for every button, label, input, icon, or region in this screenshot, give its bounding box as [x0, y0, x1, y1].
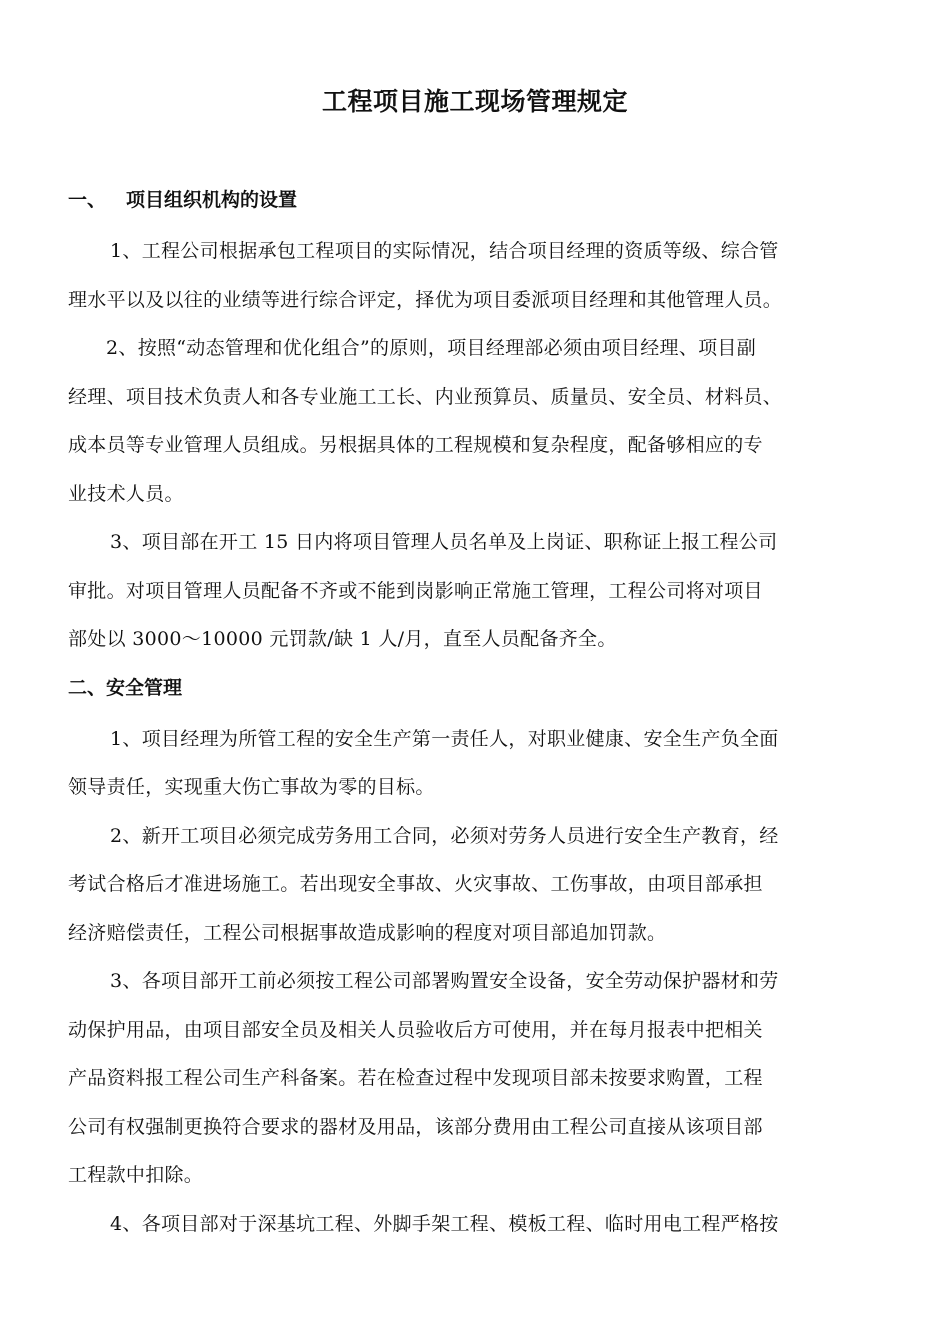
section-title: 项目组织机构的设置	[126, 189, 298, 211]
paragraph-line: 1、项目经理为所管工程的安全生产第一责任人，对职业健康、安全生产负全面	[110, 727, 779, 750]
paragraph-line: 公司有权强制更换符合要求的器材及用品，该部分费用由工程公司直接从该项目部	[68, 1115, 763, 1138]
section-heading	[68, 668, 884, 708]
paragraph-line: 产品资料报工程公司生产科备案。若在检查过程中发现项目部未按要求购置，工程	[68, 1067, 763, 1089]
paragraph-line: 3、各项目部开工前必须按工程公司部署购置安全设备，安全劳动保护器材和劳	[110, 970, 779, 992]
paragraph	[68, 957, 884, 1200]
paragraph	[68, 1200, 884, 1249]
section-heading	[68, 180, 884, 220]
section-number: 二、	[68, 676, 107, 699]
section-number: 一、	[68, 189, 107, 211]
document-body	[68, 180, 884, 1248]
paragraph-line: 经济赔偿责任，工程公司根据事故造成影响的程度对项目部追加罚款。	[68, 921, 667, 944]
paragraph-line: 部处以 3000～10000 元罚款/缺 1 人/月，直至人员配备齐全。	[68, 628, 617, 650]
paragraph-line: 理水平以及以往的业绩等进行综合评定，择优为项目委派项目经理和其他管理人员。	[68, 288, 783, 311]
paragraph-line: 经理、项目技术负责人和各专业施工工长、内业预算员、质量员、安全员、材料员、	[68, 385, 783, 408]
paragraph	[68, 812, 884, 958]
paragraph	[68, 715, 884, 812]
paragraph-line: 3、项目部在开工 15 日内将项目管理人员名单及上岗证、职称证上报工程公司	[110, 531, 778, 553]
paragraph-line: 成本员等专业管理人员组成。另根据具体的工程规模和复杂程度，配备够相应的专	[68, 434, 763, 456]
paragraph-line: 4、各项目部对于深基坑工程、外脚手架工程、模板工程、临时用电工程严格按	[110, 1212, 779, 1235]
paragraph	[68, 518, 884, 664]
paragraph-line: 考试合格后才准进场施工。若出现安全事故、火灾事故、工伤事故，由项目部承担	[68, 873, 763, 895]
paragraph-line: 动保护用品，由项目部安全员及相关人员验收后方可使用，并在每月报表中把相关	[68, 1018, 763, 1041]
paragraph-line: 1、工程公司根据承包工程项目的实际情况，结合项目经理的资质等级、综合管	[110, 240, 779, 262]
paragraph-line: 领导责任，实现重大伤亡事故为零的目标。	[68, 776, 435, 798]
paragraph	[68, 227, 884, 324]
paragraph-line: 审批。对项目管理人员配备不齐或不能到岗影响正常施工管理，工程公司将对项目	[68, 579, 763, 602]
paragraph	[68, 324, 884, 518]
paragraph-line: 2、新开工项目必须完成劳务用工合同，必须对劳务人员进行安全生产教育，经	[110, 824, 779, 847]
paragraph-line: 业技术人员。	[68, 482, 184, 505]
document-title: 工程项目施工现场管理规定	[321, 87, 628, 116]
section-title: 安全管理	[106, 676, 183, 699]
paragraph-line: 2、按照“动态管理和优化组合”的原则，项目经理部必须由项目经理、项目副	[106, 337, 757, 359]
paragraph-line: 工程款中扣除。	[68, 1164, 204, 1186]
